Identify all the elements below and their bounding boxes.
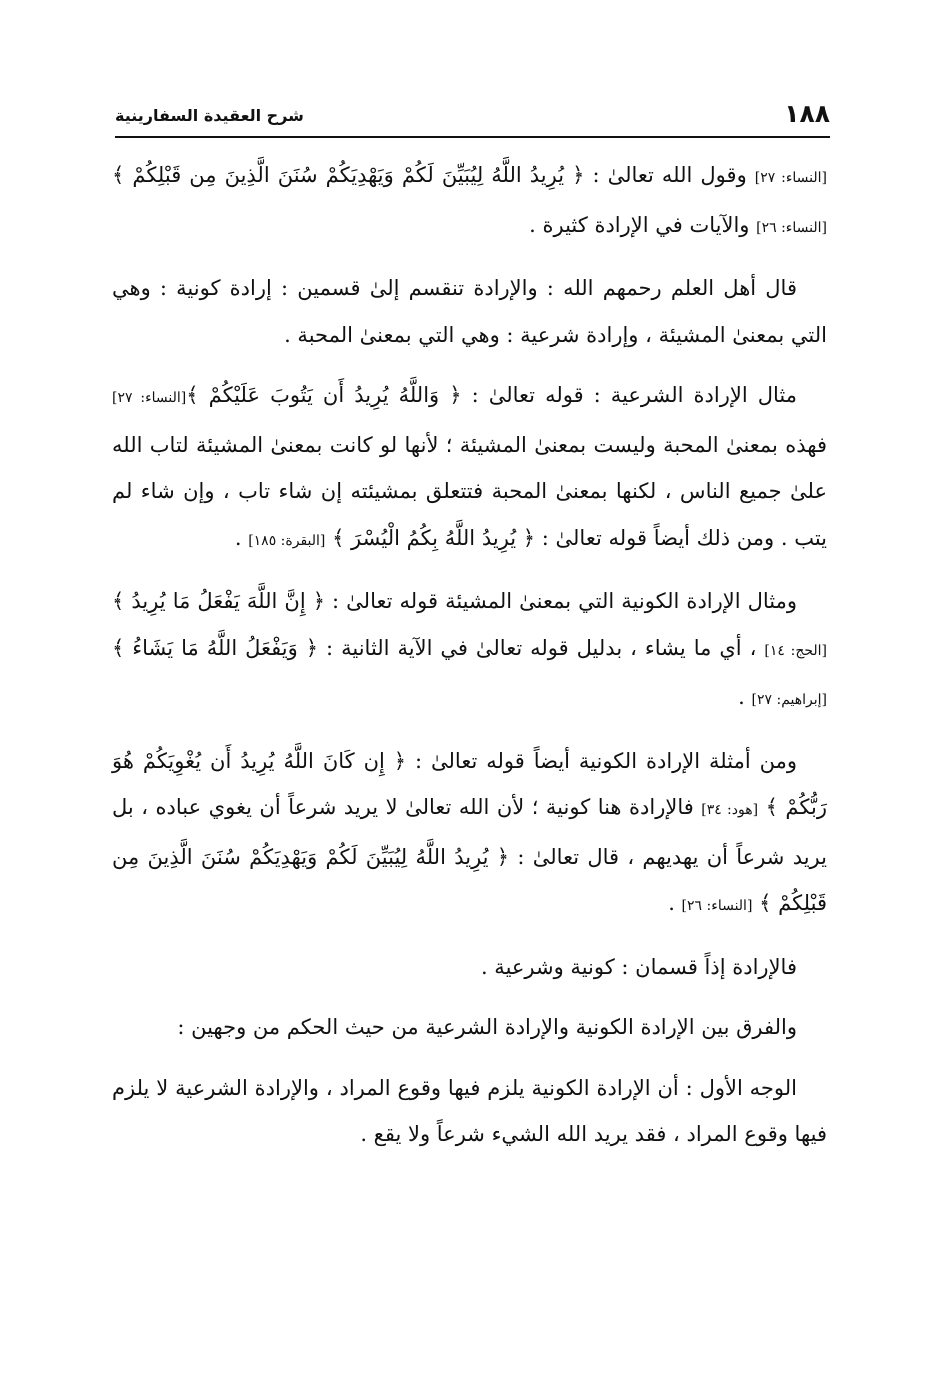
verse-reference: [النساء: ٢٦] (756, 219, 827, 236)
paragraph (112, 738, 827, 930)
paragraph-text: ومثال الإرادة الكونية التي بمعنىٰ المشيئة قوله تعالىٰ : (325, 589, 798, 613)
paragraph-text: فهذه بمعنىٰ المحبة وليست بمعنىٰ المشيئة ؛ لأنها لو كانت بمعنىٰ المشيئة لتاب الله علىٰ جميع الناس ، لكنها بمعنىٰ المحبة فتتعلق بمشيئته إن شاء تاب ، وإن شاء لم يتب . ومن ذلك أيضاً قوله تعالىٰ : (112, 432, 827, 550)
paragraph-text: فالإرادة هنا كونية ؛ لأن الله تعالىٰ لا يريد شرعاً أن يغوي عباده ، بل يريد شرعاً أن يهديهم ، قال تعالىٰ : (112, 795, 827, 869)
paragraph-text: ، أي ما يشاء ، بدليل قوله تعالىٰ في الآية الثانية : (318, 635, 765, 660)
paragraph-text: . (668, 891, 682, 915)
quran-verse: ﴿ إِن كَانَ اللَّهُ يُرِيدُ أَن يُغْوِيَكُمْ هُوَ رَبُّكُمْ ﴾ (112, 748, 827, 819)
quran-verse: ﴿ وَاللَّهُ يُرِيدُ أَن يَتُوبَ عَلَيْكُمْ ﴾ (186, 383, 462, 407)
paragraph-text: والآيات في الإرادة كثيرة . (529, 212, 757, 237)
paragraph-text: فالإرادة إذاً قسمان : كونية وشرعية . (480, 954, 797, 979)
quran-verse: ﴿ وَيَفْعَلُ اللَّهُ مَا يَشَاءُ ﴾ (112, 635, 319, 660)
quran-verse: ﴿ إِنَّ اللَّهَ يَفْعَلُ مَا يُرِيدُ ﴾ (112, 589, 326, 613)
page-header (115, 88, 830, 132)
paragraph-text: . (234, 525, 249, 550)
paragraph (112, 152, 827, 251)
paragraph-text: قال أهل العلم رحمهم الله : والإرادة تنقسم إلىٰ قسمين : إرادة كونية : وهي التي بمعنىٰ المشيئة ، وإرادة شرعية : وهي التي بمعنىٰ المحبة . (112, 276, 827, 347)
paragraph (112, 578, 827, 724)
paragraph (112, 944, 827, 991)
paragraph-text: الوجه الأول : أن الإرادة الكونية يلزم فيها وقوع المراد ، والإرادة الشرعية لا يلزم فيها وقوع المراد ، فقد يريد الله الشيء شرعاً ولا يقع . (112, 1075, 827, 1146)
quran-verse: ﴿ يُرِيدُ اللَّهُ لِيُبَيِّنَ لَكُمْ وَيَهْدِيَكُمْ سُنَنَ الَّذِينَ مِن قَبْلِكُمْ ﴾ (112, 163, 585, 187)
paragraph (112, 265, 827, 358)
verse-reference: [هود: ٣٤] (701, 802, 759, 818)
paragraph-text: مثال الإرادة الشرعية : قوله تعالىٰ : (461, 383, 797, 407)
paragraph-text: وقول الله تعالىٰ : (584, 163, 755, 187)
paragraph (112, 1065, 827, 1158)
verse-reference: [الحج: ١٤] (764, 642, 828, 659)
quran-verse: ﴿ يُرِيدُ اللَّهُ بِكُمُ الْيُسْرَ ﴾ (332, 525, 536, 550)
running-title: شرح العقيدة السفارينية (115, 106, 304, 125)
paragraph (112, 1004, 827, 1051)
verse-reference: [النساء: ٢٦] (681, 898, 753, 914)
paragraph-text (758, 795, 766, 819)
header-divider (115, 136, 830, 138)
paragraph-text: ومن أمثلة الإرادة الكونية أيضاً قوله تعالىٰ : (406, 748, 797, 773)
verse-reference: [إبراهيم: ٢٧] (751, 692, 827, 708)
verse-reference: [البقرة: ١٨٥] (248, 532, 326, 549)
page-number: ١٨٨ (784, 99, 830, 128)
quran-verse: ﴿ يُرِيدُ اللَّهُ لِيُبَيِّنَ لَكُمْ وَيَهْدِيَكُمْ سُنَنَ الَّذِينَ مِن قَبْلِكُمْ ﴾ (112, 844, 827, 915)
verse-reference: [النساء: ٢٧] (754, 170, 827, 186)
paragraph (112, 372, 827, 564)
verse-reference: [النساء: ٢٧] (112, 390, 187, 406)
page-body (112, 152, 827, 1172)
paragraph-text: والفرق بين الإرادة الكونية والإرادة الشرعية من حيث الحكم من وجهين : (177, 1015, 797, 1039)
paragraph-text: . (738, 685, 752, 709)
